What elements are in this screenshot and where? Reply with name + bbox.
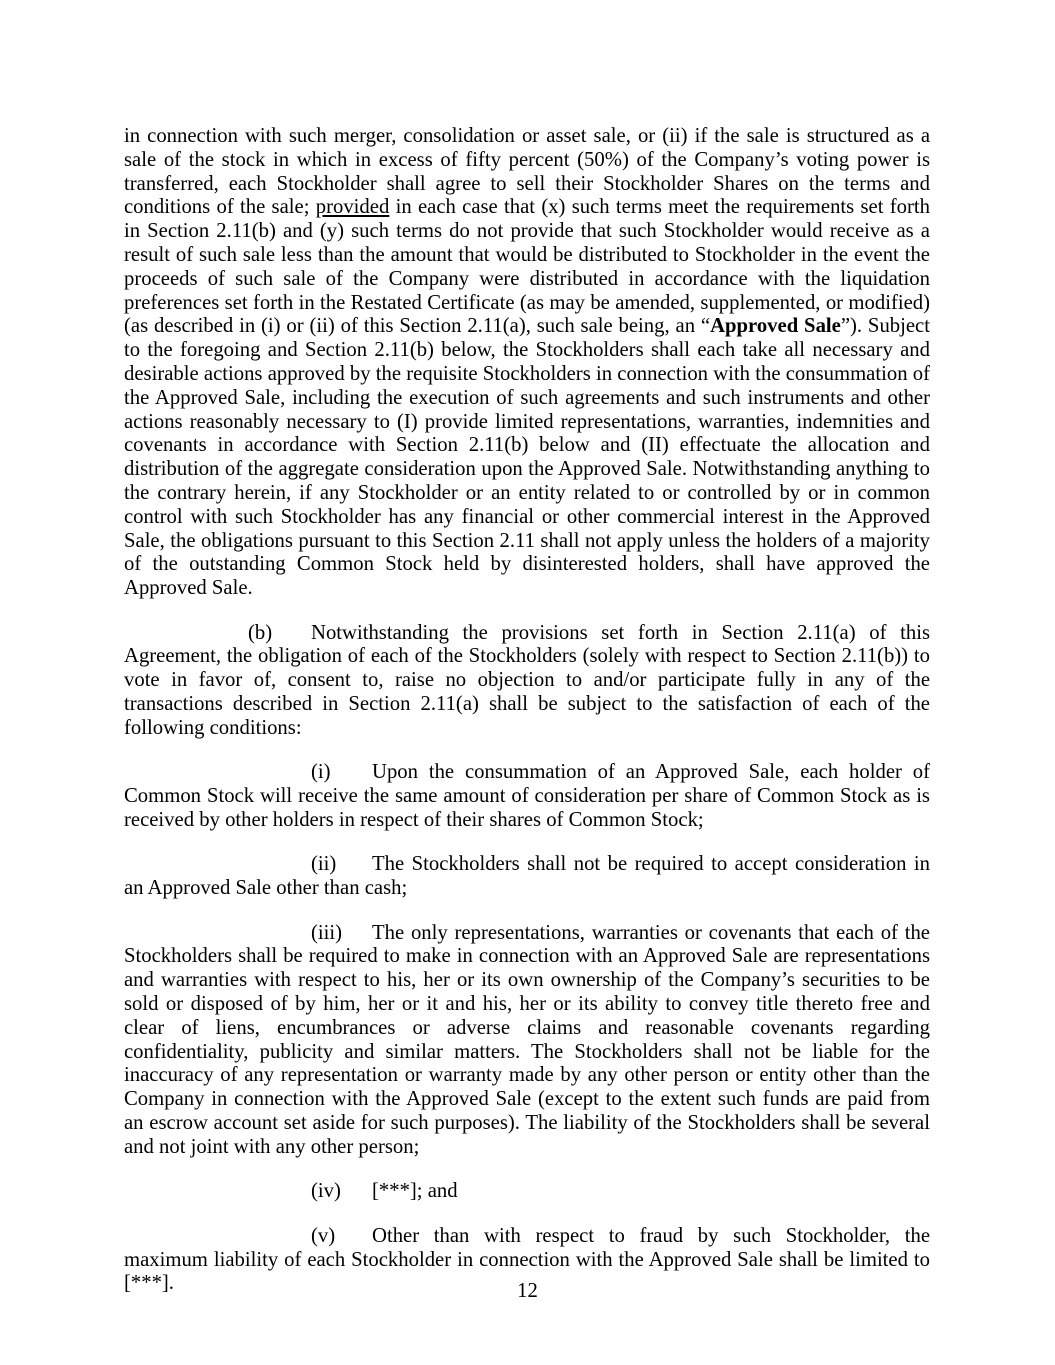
condition-iv-paragraph (124, 1180, 930, 1204)
condition-iv-label: (iv) (311, 1180, 341, 1203)
condition-v-label: (v) (311, 1224, 336, 1247)
intro-text-part-1: in connection with such merger, consolidation or asset sale, or (ii) if the sale is structured as a sale of the stock in which in excess of fifty percent (50%) of the Company’s voting power is transferred, each Stockholder shall agree to sell their Stockholder Shares on the terms and conditions of the sale; (124, 125, 930, 219)
condition-iii-text: The only representations, warranties or covenants that each of the Stockholders shall be required to make in connection with an Approved Sale are representations and warranties with respect to his, her or its own ownership of the Company’s securities to be sold or disposed of by him, her or it and his, her or its ability to convey title thereto free and clear of liens, encumbrances or adverse claims and reasonable covenants regarding confidentiality, publicity and similar matters. The Stockholders shall not be liable for the inaccuracy of any representation or warranty made by any other person or entity other than the Company in connection with the Approved Sale (except to the extent such funds are paid from an escrow account set aside for such purposes). The liability of the Stockholders shall be several and not joint with any other person; (124, 921, 930, 1158)
condition-ii-text: The Stockholders shall not be required to accept consideration in an Approved Sale other than cash; (124, 853, 930, 900)
condition-v-text: Other than with respect to fraud by such Stockholder, the maximum liability of each Stockholder in connection with the Approved Sale shall be limited to [***]. (124, 1224, 930, 1295)
intro-text-part-3: ”). Subject to the foregoing and Section 2.11(b) below, the Stockholders shall each take all necessary and desirable actions approved by the requisite Stockholders in connection with the consummation of the Approved Sale, including the execution of such agreements and such instruments and other actions reasonably necessary to (I) provide limited representations, warranties, indemnities and covenants in accordance with Section 2.11(b) below and (II) effectuate the allocation and distribution of the aggregate consideration upon the Approved Sale. Notwithstanding anything to the contrary herein, if any Stockholder or an entity related to or controlled by or in common control with such Stockholder has any financial or other commercial interest in the Approved Sale, the obligations pursuant to this Section 2.11 shall not apply unless the holders of a majority of the outstanding Common Stock held by disinterested holders, shall have approved the Approved Sale. (124, 315, 930, 600)
condition-ii-paragraph (124, 853, 930, 901)
page-number: 12 (517, 1280, 538, 1302)
condition-i-label: (i) (311, 761, 331, 784)
approved-sale-defined-term: Approved Sale (710, 315, 841, 338)
condition-i-text: Upon the consummation of an Approved Sale, each holder of Common Stock will receive the same amount of consideration per share of Common Stock as is received by other holders in respect of their shares of Common Stock; (124, 761, 930, 831)
condition-iii-paragraph (124, 922, 930, 1160)
condition-iv-text: [***]; and (372, 1180, 458, 1203)
section-b-text: Notwithstanding the provisions set forth in Section 2.11(a) of this Agreement, the obligation of each of the Stockholders (solely with respect to Section 2.11(b)) to vote in favor of, consent to, raise no objection to and/or participate fully in any of the transactions described in Section 2.11(a) shall be subject to the satisfaction of each of the following conditions: (124, 621, 930, 739)
intro-text-part-2: in each case that (x) such terms meet the requirements set forth in Section 2.11(b) and (y) such terms do not provide that such Stockholder would receive as a result of such sale less than the amount that would be distributed to Stockholder in the event the proceeds of such sale of the Company were distributed in accordance with the liquidation preferences set forth in the Restated Certificate (as may be amended, supplemented, or modified) (as described in (i) or (ii) of this Section 2.11(a), such sale being, an “ (124, 196, 930, 338)
document-body (124, 125, 930, 1296)
condition-ii-label: (ii) (311, 853, 337, 876)
intro-paragraph (124, 125, 930, 601)
provided-term: provided (315, 196, 390, 219)
section-b-label: (b) (248, 621, 273, 644)
condition-i-paragraph (124, 761, 930, 832)
condition-iii-label: (iii) (311, 921, 343, 944)
section-b-paragraph (124, 622, 930, 741)
